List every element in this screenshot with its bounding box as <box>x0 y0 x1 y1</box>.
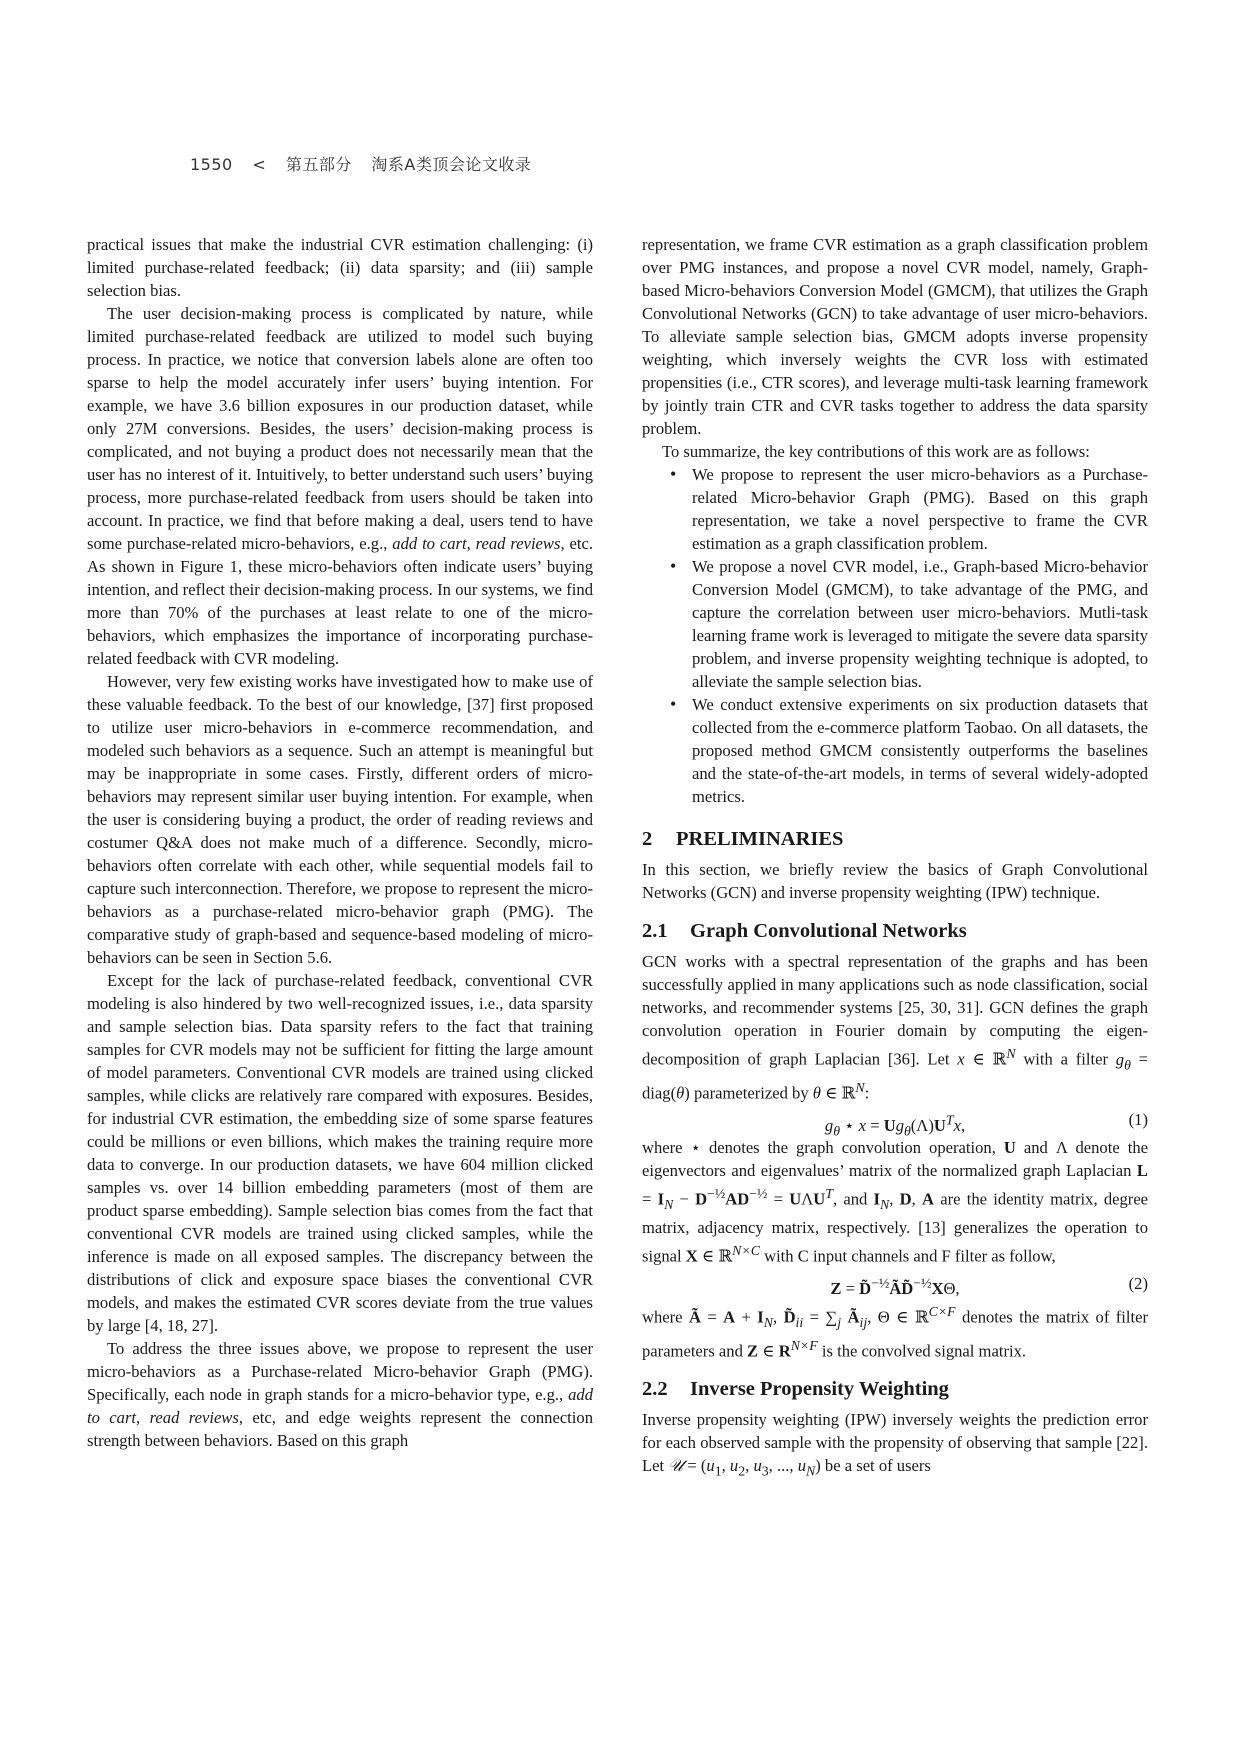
paragraph: GCN works with a spectral representation of the graphs and has been successfully applied in many applications such as node classification, social networks, and recommender systems [25, 30, 31]. GCN defines the graph convolution operation in Fourier domain by computing the eigen-decomposition of graph Laplacian [36]. Let x ∈ ℝ$^N$ with a filter $g_\theta$ = diag(θ) parameterized by θ ∈ ℝ$^N$: <box>642 952 1148 1103</box>
paragraph: The user decision-making process is complicated by nature, while limited purchase-related feedback are utilized to model such buying process. In practice, we notice that conversion labels alone are often too sparse to help the model accurately infer users’ buying intention. For example, we have 3.6 billion exposures in our production dataset, while only 27M conversions. Besides, the users’ decision-making process is complicated, and not buying a product does not necessarily mean that the user has no interest of it. Intuitively, to better understand such users’ buying process, more purchase-related feedback from users should be taken into account. In practice, we find that before making a deal, users tend to have some purchase-related micro-behaviors, e.g., add to cart, read reviews, etc. As shown in Figure 1, these micro-behaviors often indicate users’ buying intention, and reflect their decision-making process. In our systems, we find more than 70% of the purchases at least relate to one of the micro-behaviors, which emphasizes the importance of incorporating purchase-related feedback with CVR modeling. <box>87 304 593 668</box>
paragraph: representation, we frame CVR estimation as a graph classification problem over PMG instances, and propose a novel CVR model, namely, Graph-based Micro-behaviors Conversion Model (GMCM), that utilizes the Graph Convolutional Networks (GCN) to take advantage of user micro-behaviors. To alleviate sample selection bias, GMCM adopts inverse propensity weighting, which inversely weights the CVR loss with estimated propensities (i.e., CTR scores), and leverage multi-task learning framework by jointly train CTR and CVR tasks together to address the data sparsity problem. <box>642 235 1148 438</box>
equation-number: (1) <box>1128 1110 1148 1130</box>
paragraph: Inverse propensity weighting (IPW) inversely weights the prediction error for each observed sample with the propensity of observing that sample [22]. Let 𝒰 = ($u_1$, $u_2$, $u_3$, ..., $u_N$) be a set of users <box>642 1410 1148 1479</box>
header-title: 淘系A类顶会论文收录 <box>371 155 532 174</box>
paragraph: Except for the lack of purchase-related feedback, conventional CVR modeling is also hindered by two well-recognized issues, i.e., data sparsity and sample selection bias. Data sparsity refers to the fact that training samples for CVR models may not be sufficient for fitting the large amount of model parameters. Conventional CVR models are trained using clicked samples, while clicks are relatively rare compared with exposures. Besides, for industrial CVR estimation, the embedding size of some sparse features could be millions or even billions, which makes the training require more data to converge. In our production datasets, we have 604 million clicked samples vs. over 14 billion embedding parameters (most of them are product sparse embedding). Sample selection bias comes from the fact that conventional CVR models are trained using clicked samples, while the inference is made on all exposed samples. The discrepancy between the distributions of click and exposure space biases the conventional CVR models, and makes the estimated CVR scores deviate from the true values by large [4, 18, 27]. <box>87 971 593 1335</box>
left-column <box>87 233 593 1452</box>
paragraph: To summarize, the key contributions of this work are as follows: <box>662 442 1090 461</box>
paragraph: However, very few existing works have investigated how to make use of these valuable feedback. To the best of our knowledge, [37] first proposed to utilize user micro-behaviors in e-commerce recommendation, and modeled such behaviors as a sequence. Such an attempt is meaningful but may be inappropriate in some cases. Firstly, different orders of micro-behaviors may represent similar user buying intention. For example, when the user is considering buying a product, the order of reading reviews and costumer Q&A does not make much of a difference. Secondly, micro-behaviors often correlate with each other, while sequential models fail to capture such interconnection. Therefore, we propose to represent the micro-behaviors as a purchase-related micro-behavior graph (PMG). The comparative study of graph-based and sequence-based modeling of micro-behaviors can be seen in Section 5.6. <box>87 672 593 967</box>
list-item: • We propose to represent the user micro-behaviors as a Purchase-related Micro-behavior Graph (PMG). Based on this graph representation, we take a novel perspective to frame the CVR estimation as a graph classification problem. <box>662 463 1148 555</box>
subsection-heading: 2.1 Graph Convolutional Networks <box>642 920 967 942</box>
paragraph: practical issues that make the industrial CVR estimation challenging: (i) limited purchase-related feedback; (ii) data sparsity; and (iii) sample selection bias. <box>87 235 593 300</box>
list-item: • We propose a novel CVR model, i.e., Graph-based Micro-behavior Conversion Model (GMCM), to take advantage of the PMG, and capture the correlation between user micro-behaviors. Mutli-task learning frame work is leveraged to mitigate the severe data sparsity problem, and inverse propensity weighting technique is adopted, to alleviate the sample selection bias. <box>662 555 1148 693</box>
page-number: 1550 <box>190 155 233 174</box>
equation-1: $g_\theta$ ⋆ $x = Ug_\theta(\Lambda)U^Tx$, (1) <box>642 1107 1148 1133</box>
contribution-list <box>642 463 1148 808</box>
paragraph: To address the three issues above, we propose to represent the user micro-behaviors as a Purchase-related Micro-behavior Graph (PMG). Specifically, each node in graph stands for a micro-behavior type, e.g., add to cart, read reviews, etc, and edge weights represent the connection strength between behaviors. Based on this graph <box>87 1339 593 1450</box>
equation-number: (2) <box>1128 1273 1148 1293</box>
equation-2: Z = D̃$^{-\frac{1}{2}}$ÃD̃$^{-\frac{1}{2}}$XΘ, (2) <box>642 1271 1148 1297</box>
paragraph: where Ã = $A + I_N$, $D̃_{ii} = \sum_j$ $Ã_{ij}$, Θ ∈ ℝ$^{C\times F}$ denotes the matrix of filter parameters and Z ∈ $R^{N\times F}$ is the convolved signal matrix. <box>642 1303 1149 1361</box>
running-header <box>190 152 545 175</box>
header-separator: < <box>252 155 267 174</box>
right-column <box>642 233 1148 1482</box>
subsection-heading: 2.2 Inverse Propensity Weighting <box>642 1378 949 1401</box>
header-section: 第五部分 <box>285 155 352 174</box>
paragraph: where ⋆ denotes the graph convolution operation, U and Λ denote the eigenvectors and eigenvalues’ matrix of the normalized graph Laplacian $L = I_N - D^{-\frac{1}{2}}AD^{-\frac{1}{2}} = U\Lambda U^T$, and $I_N$, D, A are the identity matrix, degree matrix, adjacency matrix, respectively. [13] generalizes the operation to signal X ∈ ℝ$^{N\times C}$ with C input channels and F filter as follow, <box>642 1138 1149 1266</box>
list-item: • We conduct extensive experiments on six production datasets that collected from the e-commerce platform Taobao. On all datasets, the proposed method GMCM consistently outperforms the baselines and the state-of-the-art models, in terms of several widely-adopted metrics. <box>662 693 1148 808</box>
paragraph: In this section, we briefly review the basics of Graph Convolutional Networks (GCN) and inverse propensity weighting (IPW) technique. <box>642 860 1148 902</box>
section-heading: 2 PRELIMINARIES <box>642 828 844 850</box>
